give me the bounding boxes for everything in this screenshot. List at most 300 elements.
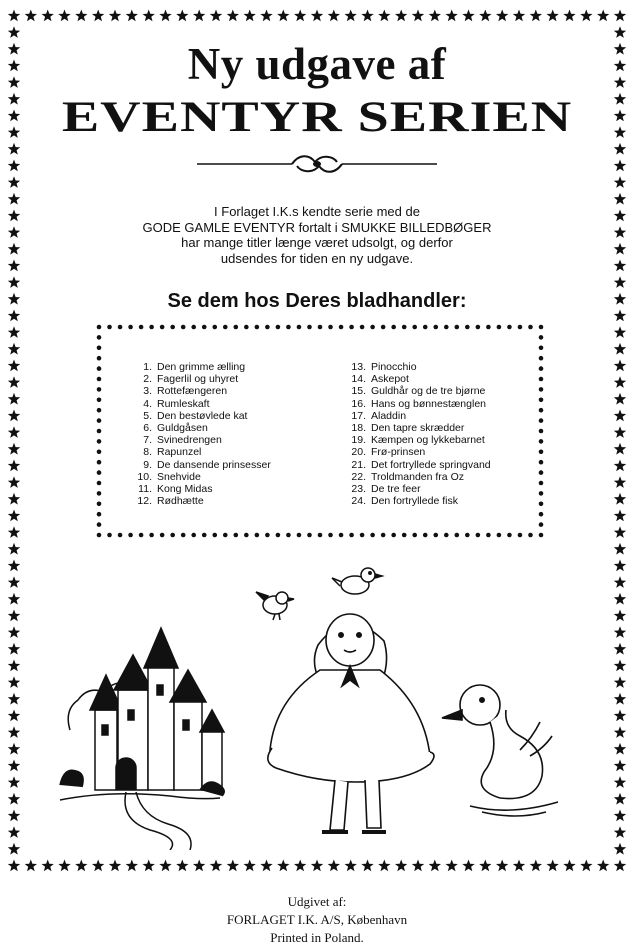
frame-dot (465, 325, 470, 330)
frame-dot (465, 533, 470, 538)
border-star-icon (260, 10, 272, 22)
frame-dot (97, 408, 102, 413)
border-star-icon (92, 10, 104, 22)
title-list-item (332, 361, 491, 373)
border-star-icon (8, 726, 20, 738)
frame-dot (455, 325, 460, 330)
border-star-icon (176, 10, 188, 22)
border-star-icon (580, 860, 592, 872)
border-star-icon (8, 493, 20, 505)
title-list-item (118, 361, 271, 373)
border-star-icon (563, 10, 575, 22)
border-star-icon (8, 26, 20, 38)
frame-dot (297, 533, 302, 538)
title-number: 18. (351, 422, 366, 435)
title-number: 13. (351, 361, 366, 373)
frame-dot (539, 429, 544, 434)
footer-publisher: FORLAGET I.K. A/S, København (226, 912, 408, 927)
title-number: 23. (351, 483, 366, 496)
frame-dot (97, 387, 102, 392)
border-star-icon (614, 276, 626, 288)
frame-dot (149, 325, 154, 330)
frame-dot (244, 325, 249, 330)
frame-dot (360, 533, 365, 538)
footer-published-by: Udgivet af: (287, 894, 347, 909)
border-star-icon (547, 10, 559, 22)
frame-dot (433, 533, 438, 538)
border-star-icon (8, 543, 20, 555)
border-star-icon (75, 10, 87, 22)
title-list-item (118, 398, 271, 410)
title-name: Det fortryllede springvand (371, 458, 491, 471)
title-name: Fagerlil og uhyret (157, 373, 239, 386)
border-star-icon (614, 376, 626, 388)
border-star-icon (462, 10, 474, 22)
title-name: Rødhætte (157, 495, 204, 508)
title-name: De tre feer (371, 483, 421, 496)
title-name: Kæmpen og lykkebarnet (371, 434, 485, 447)
border-star-icon (260, 860, 272, 872)
border-star-icon (530, 10, 542, 22)
border-star-icon (8, 460, 20, 472)
title-list-item (332, 385, 491, 397)
headline-series-title: EVENTYR SERIEN (61, 92, 573, 142)
frame-dot (297, 325, 302, 330)
frame-dot (539, 346, 544, 351)
title-name: Askepot (371, 373, 409, 386)
title-list-item (332, 398, 491, 410)
border-star-icon (8, 326, 20, 338)
frame-dot (539, 377, 544, 382)
frame-dot (97, 346, 102, 351)
frame-dot (539, 387, 544, 392)
frame-dot (349, 325, 354, 330)
frame-dot (97, 325, 102, 330)
frame-dot (139, 325, 144, 330)
title-name: Troldmanden fra Oz (371, 470, 464, 483)
border-star-icon (614, 726, 626, 738)
border-star-icon (109, 10, 121, 22)
frame-dot (444, 533, 449, 538)
title-list-item (332, 373, 491, 385)
border-star-icon (328, 10, 340, 22)
border-star-icon (597, 860, 609, 872)
border-star-icon (429, 10, 441, 22)
border-star-icon (8, 143, 20, 155)
title-name: Den fortryllede fisk (371, 495, 458, 508)
border-star-icon (8, 776, 20, 788)
border-star-icon (614, 826, 626, 838)
frame-dot (234, 533, 239, 538)
border-star-icon (412, 860, 424, 872)
border-star-icon (614, 660, 626, 672)
border-star-icon (8, 693, 20, 705)
frame-dot (97, 366, 102, 371)
frame-dot (423, 533, 428, 538)
border-star-icon (496, 860, 508, 872)
border-star-icon (614, 776, 626, 788)
frame-dot (476, 533, 481, 538)
frame-dot (97, 481, 102, 486)
frame-dot (202, 325, 207, 330)
frame-dot (539, 502, 544, 507)
border-star-icon (614, 460, 626, 472)
border-star-icon (58, 10, 70, 22)
border-star-icon (8, 860, 20, 872)
border-star-icon (193, 10, 205, 22)
border-star-icon (513, 860, 525, 872)
border-star-icon (496, 10, 508, 22)
intro-paragraph (0, 204, 634, 266)
title-name: Hans og bønnestænglen (371, 397, 486, 410)
frame-dot (97, 491, 102, 496)
border-star-icon (614, 343, 626, 355)
frame-dot (170, 533, 175, 538)
border-star-icon (8, 643, 20, 655)
frame-dot (412, 325, 417, 330)
title-name: Rumleskaft (157, 397, 210, 410)
border-star-icon (378, 10, 390, 22)
border-star-icon (614, 793, 626, 805)
frame-dot (107, 533, 112, 538)
title-name: Den tapre skrædder (371, 422, 465, 435)
border-star-icon (614, 693, 626, 705)
frame-dot (97, 512, 102, 517)
frame-dot (539, 418, 544, 423)
border-star-icon (8, 660, 20, 672)
title-name: Kong Midas (157, 483, 213, 496)
frame-dot (528, 533, 533, 538)
title-number: 12. (137, 495, 152, 508)
frame-dot (539, 470, 544, 475)
frame-dot (539, 356, 544, 361)
title-number: 16. (351, 397, 366, 410)
title-number: 10. (137, 470, 152, 483)
border-star-icon (92, 860, 104, 872)
border-star-icon (547, 860, 559, 872)
frame-dot (276, 325, 281, 330)
border-star-icon (8, 743, 20, 755)
title-number: 6. (143, 422, 152, 435)
border-star-icon (614, 593, 626, 605)
frame-dot (97, 470, 102, 475)
title-number: 3. (143, 385, 152, 398)
border-star-icon (8, 526, 20, 538)
frame-dot (170, 325, 175, 330)
border-star-icon (8, 560, 20, 572)
border-star-icon (159, 10, 171, 22)
border-star-icon (8, 576, 20, 588)
frame-dot (455, 533, 460, 538)
subheading: Se dem hos Deres bladhandler: (167, 290, 467, 312)
bird-illustration (256, 568, 382, 620)
border-star-icon (277, 860, 289, 872)
frame-dot (97, 533, 102, 538)
border-star-icon (479, 860, 491, 872)
title-name: Guldhår og de tre bjørne (371, 385, 486, 398)
border-star-icon (614, 626, 626, 638)
border-star-icon (614, 643, 626, 655)
border-star-icon (614, 543, 626, 555)
frame-dot (223, 325, 228, 330)
border-star-icon (143, 860, 155, 872)
border-star-icon (8, 343, 20, 355)
border-star-icon (8, 393, 20, 405)
border-star-icon (8, 410, 20, 422)
frame-dot (339, 533, 344, 538)
border-star-icon (42, 860, 54, 872)
frame-dot (118, 533, 123, 538)
border-star-icon (294, 10, 306, 22)
frame-dot (518, 533, 523, 538)
frame-dot (339, 325, 344, 330)
border-star-icon (614, 160, 626, 172)
title-number: 8. (143, 446, 152, 459)
border-star-icon (8, 443, 20, 455)
border-star-icon (614, 760, 626, 772)
frame-dot (181, 533, 186, 538)
border-star-icon (530, 860, 542, 872)
border-star-icon (25, 860, 37, 872)
border-star-icon (42, 10, 54, 22)
frame-dot (97, 450, 102, 455)
frame-dot (265, 325, 270, 330)
border-star-icon (193, 860, 205, 872)
border-star-icon (614, 510, 626, 522)
illustrations (50, 560, 570, 850)
publisher-footer (0, 893, 634, 947)
title-number: 1. (143, 361, 152, 373)
frame-dot (149, 533, 154, 538)
frame-dot (539, 408, 544, 413)
frame-dot (191, 533, 196, 538)
border-star-icon (8, 426, 20, 438)
frame-dot (128, 325, 133, 330)
border-star-icon (75, 860, 87, 872)
border-star-icon (8, 193, 20, 205)
frame-dot (328, 325, 333, 330)
border-star-icon (614, 743, 626, 755)
title-number: 24. (351, 495, 366, 508)
border-star-icon (8, 593, 20, 605)
title-list-item (118, 446, 271, 458)
frame-dot (486, 325, 491, 330)
frame-dot (202, 533, 207, 538)
girl-illustration (268, 614, 434, 832)
title-number: 21. (351, 458, 366, 471)
intro-line: GODE GAMLE EVENTYR fortalt i SMUKKE BILLEDBØGER (142, 219, 492, 235)
frame-dot (370, 325, 375, 330)
title-name: Svinedrengen (157, 434, 222, 447)
title-name: Pinocchio (371, 361, 417, 373)
border-star-icon (614, 676, 626, 688)
frame-dot (318, 325, 323, 330)
frame-dot (318, 533, 323, 538)
title-number: 9. (143, 458, 152, 471)
title-list-item (332, 483, 491, 495)
headline-line-1: Ny udgave af (187, 39, 447, 89)
border-star-icon (614, 393, 626, 405)
border-star-icon (227, 10, 239, 22)
title-list-item (118, 459, 271, 471)
title-name: Rottefængeren (157, 385, 228, 398)
frame-dot (244, 533, 249, 538)
border-star-icon (210, 860, 222, 872)
title-number: 15. (351, 385, 366, 398)
border-star-icon (277, 10, 289, 22)
border-star-icon (294, 860, 306, 872)
border-star-icon (345, 10, 357, 22)
frame-dot (360, 325, 365, 330)
frame-dot (286, 325, 291, 330)
frame-dot (381, 325, 386, 330)
frame-dot (97, 522, 102, 527)
frame-dot (497, 533, 502, 538)
title-name: Guldgåsen (157, 422, 208, 435)
border-star-icon (227, 860, 239, 872)
title-list-item (118, 385, 271, 397)
border-star-icon (479, 10, 491, 22)
border-star-icon (614, 193, 626, 205)
border-star-icon (8, 176, 20, 188)
border-star-icon (109, 860, 121, 872)
frame-dot (139, 533, 144, 538)
frame-dot (97, 398, 102, 403)
border-star-icon (8, 676, 20, 688)
border-star-icon (446, 860, 458, 872)
frame-dot (255, 325, 260, 330)
title-number: 5. (143, 409, 152, 422)
frame-dot (97, 460, 102, 465)
frame-dot (286, 533, 291, 538)
title-list-item (118, 434, 271, 446)
title-list-item (118, 422, 271, 434)
frame-dot (507, 325, 512, 330)
title-number: 22. (351, 470, 366, 483)
frame-dot (539, 439, 544, 444)
border-star-icon (244, 860, 256, 872)
frame-dot (97, 418, 102, 423)
border-star-icon (563, 860, 575, 872)
title-list-item (332, 446, 491, 458)
border-star-icon (614, 843, 626, 855)
border-star-icon (513, 10, 525, 22)
border-star-icon (614, 710, 626, 722)
frame-dot (97, 429, 102, 434)
frame-dot (539, 522, 544, 527)
title-list-item (118, 495, 271, 507)
border-star-icon (345, 860, 357, 872)
footer-printed-in: Printed in Poland. (270, 930, 364, 945)
title-list-item (118, 471, 271, 483)
title-list-left (118, 361, 271, 507)
border-star-icon (614, 493, 626, 505)
frame-dot (539, 366, 544, 371)
border-star-icon (614, 576, 626, 588)
border-star-icon (126, 860, 138, 872)
border-star-icon (8, 793, 20, 805)
title-list-item (332, 434, 491, 446)
title-list-right (332, 361, 491, 507)
border-star-icon (429, 860, 441, 872)
border-star-icon (311, 860, 323, 872)
ornament-divider-icon (197, 152, 437, 176)
frame-dot (423, 325, 428, 330)
title-number: 4. (143, 397, 152, 410)
title-number: 2. (143, 373, 152, 386)
title-list-item (332, 459, 491, 471)
border-star-icon (311, 10, 323, 22)
frame-dot (391, 533, 396, 538)
border-star-icon (8, 610, 20, 622)
duckling-illustration (442, 685, 558, 816)
frame-dot (160, 533, 165, 538)
title-list-item (118, 373, 271, 385)
border-star-icon (597, 10, 609, 22)
border-star-icon (614, 526, 626, 538)
frame-dot (539, 335, 544, 340)
border-star-icon (143, 10, 155, 22)
frame-dot (97, 356, 102, 361)
frame-dot (212, 325, 217, 330)
border-star-icon (8, 360, 20, 372)
frame-dot (97, 335, 102, 340)
border-star-icon (614, 410, 626, 422)
frame-dot (223, 533, 228, 538)
border-star-icon (8, 710, 20, 722)
border-star-icon (614, 426, 626, 438)
frame-dot (97, 502, 102, 507)
frame-dot (402, 325, 407, 330)
border-star-icon (8, 376, 20, 388)
frame-dot (444, 325, 449, 330)
frame-dot (97, 377, 102, 382)
border-star-icon (8, 476, 20, 488)
frame-dot (539, 450, 544, 455)
frame-dot (539, 325, 544, 330)
frame-dot (128, 533, 133, 538)
frame-dot (265, 533, 270, 538)
frame-dot (539, 533, 544, 538)
border-star-icon (614, 443, 626, 455)
title-list-item (332, 471, 491, 483)
frame-dot (412, 533, 417, 538)
frame-dot (212, 533, 217, 538)
title-number: 7. (143, 434, 152, 447)
title-name: Rapunzel (157, 446, 202, 459)
title-name: Den grimme ælling (157, 361, 246, 373)
border-star-icon (395, 860, 407, 872)
title-number: 11. (138, 483, 152, 496)
frame-dot (528, 325, 533, 330)
border-star-icon (614, 860, 626, 872)
border-star-icon (8, 626, 20, 638)
border-star-icon (244, 10, 256, 22)
border-star-icon (614, 610, 626, 622)
frame-dot (476, 325, 481, 330)
border-star-icon (8, 810, 20, 822)
border-star-icon (614, 360, 626, 372)
title-name: Aladdin (371, 409, 407, 422)
frame-dot (486, 533, 491, 538)
title-list-item (118, 410, 271, 422)
intro-line: har mange titler længe været udsolgt, og derfor (181, 235, 453, 250)
border-star-icon (176, 860, 188, 872)
border-star-icon (210, 10, 222, 22)
border-star-icon (361, 860, 373, 872)
frame-dot (307, 325, 312, 330)
frame-dot (255, 533, 260, 538)
